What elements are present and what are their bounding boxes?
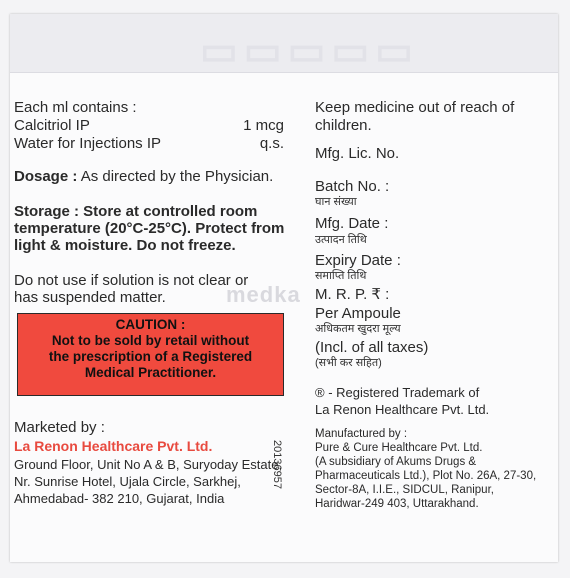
warning-line: Do not use if solution is not clear or [14, 272, 249, 289]
expiry-label-hindi: समाप्ति तिथि [315, 270, 367, 282]
manufacturer-line: Haridwar-249 403, Uttarakhand. [315, 498, 479, 510]
mrp-label: M. R. P. ₹ : [315, 286, 390, 303]
ingredient-name: Water for Injections IP [14, 135, 161, 152]
keep-out-line: Keep medicine out of reach of [315, 99, 515, 116]
keep-out-line: children. [315, 117, 372, 134]
caution-title: CAUTION : [115, 317, 186, 332]
caution-line: Medical Practitioner. [84, 365, 217, 380]
ingredient-amount: 1 mcg [243, 117, 284, 134]
dosage-line [14, 168, 273, 186]
storage-line: light & moisture. Do not freeze. [14, 237, 236, 254]
incl-taxes-label-hindi: (सभी कर सहित) [315, 357, 382, 369]
mfg-date-label: Mfg. Date : [315, 215, 389, 232]
mfg-date-label-hindi: उत्पादन तिथि [315, 234, 367, 246]
address-line: Ground Floor, Unit No A & B, Suryoday Estate, [14, 457, 283, 472]
manufacturer-line: Pure & Cure Healthcare Pvt. Ltd. [315, 442, 483, 454]
watermark: medka [226, 282, 301, 307]
vertical-code: 20136957 [271, 440, 283, 489]
mrp-label-hindi: अधिकतम खुदरा मूल्य [315, 323, 401, 335]
dosage-text: As directed by the Physician. [80, 168, 274, 185]
address-line: Ahmedabad- 382 210, Gujarat, India [14, 491, 225, 506]
incl-taxes-label: (Incl. of all taxes) [315, 339, 429, 356]
dosage-label: Dosage : [14, 168, 78, 185]
ingredient-row [14, 117, 284, 135]
caution-line: the prescription of a Registered [48, 349, 253, 364]
ingredient-amount: q.s. [259, 135, 284, 152]
batch-label-hindi: घान संख्या [315, 196, 357, 208]
warning-line: has suspended matter. [14, 289, 166, 306]
ingredient-row [14, 135, 284, 153]
ingredient-name: Calcitriol IP [14, 117, 90, 134]
manufacturer-line: Pharmaceuticals Ltd.), Plot No. 26A, 27-30, [315, 470, 537, 482]
per-ampoule-label: Per Ampoule [315, 305, 401, 322]
manufacturer-line: Sector-8A, I.I.E., SIDCUL, Ranipur, [315, 484, 494, 496]
manufacturer-line: Manufactured by : [315, 428, 408, 440]
storage-line: temperature (20°C-25°C). Protect from [14, 220, 285, 237]
top-flap-band [10, 14, 558, 73]
trademark-line: ® - Registered Trademark of [315, 385, 480, 400]
marketed-by-label: Marketed by : [14, 419, 105, 436]
address-line: Nr. Sunrise Hotel, Ujala Circle, Sarkhej, [14, 474, 241, 489]
faded-brand-mark: ▭▭▭▭▭ [200, 29, 419, 73]
mfg-lic-label: Mfg. Lic. No. [315, 145, 400, 162]
caution-line: Not to be sold by retail without [51, 333, 250, 348]
manufacturer-line: (A subsidiary of Akums Drugs & [315, 456, 477, 468]
batch-label: Batch No. : [315, 178, 390, 195]
caution-box [17, 313, 284, 396]
expiry-label: Expiry Date : [315, 252, 401, 269]
marketer-name: La Renon Healthcare Pvt. Ltd. [14, 438, 213, 454]
contains-heading: Each ml contains : [14, 99, 137, 116]
trademark-line: La Renon Healthcare Pvt. Ltd. [315, 402, 490, 417]
storage-line: Storage : Store at controlled room [14, 203, 258, 220]
